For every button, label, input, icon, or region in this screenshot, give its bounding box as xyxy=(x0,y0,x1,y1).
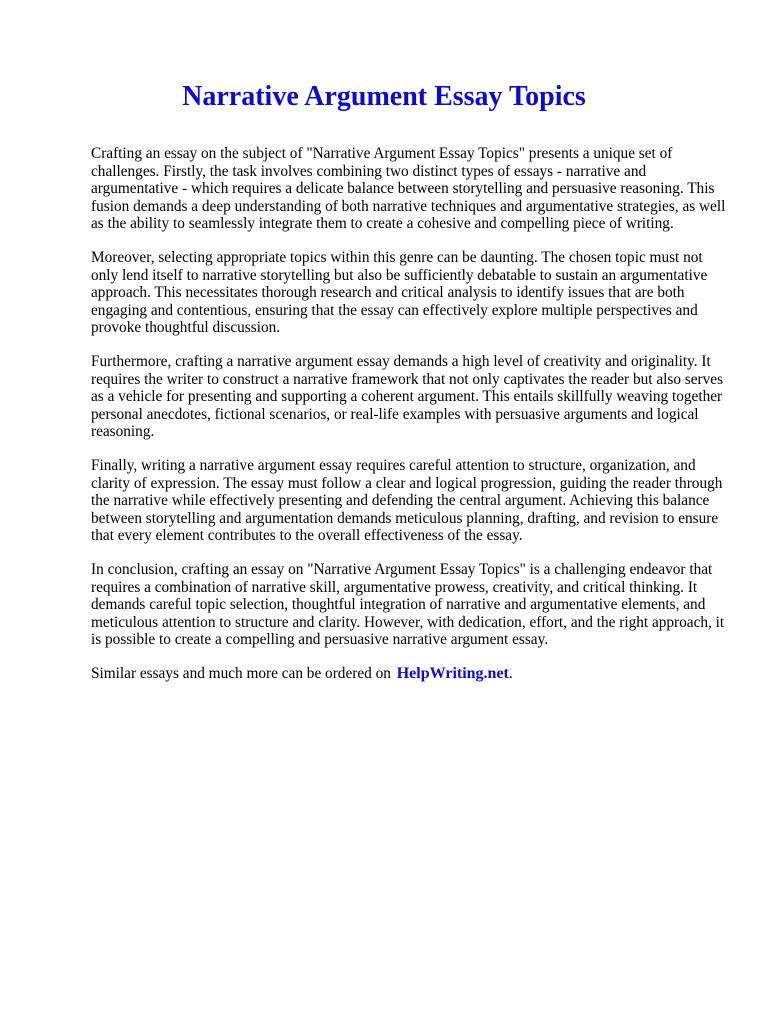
footer-text: Similar essays and much more can be ordered on xyxy=(91,665,391,682)
document-title: Narrative Argument Essay Topics xyxy=(182,81,586,112)
paragraph-topic-selection: Moreover, selecting appropriate topics within this genre can be daunting. The chosen topic must not only lend itself to narrative storytelling but also be sufficiently debatable to sustain an argumentative approach. This necessitates thorough research and critical analysis to identify issues that are both engaging and contentious, ensuring that the essay can effectively explore multiple perspectives and provoke thoughtful discussion. xyxy=(91,249,708,336)
paragraph-creativity: Furthermore, crafting a narrative argument essay demands a high level of creativity and originality. It requires the writer to construct a narrative framework that not only captivates the reader but also serves as a vehicle for presenting and supporting a coherent argument. This entails skillfully weaving together personal anecdotes, fictional scenarios, or real-life examples with persuasive arguments and logical reasoning. xyxy=(91,353,724,440)
helpwriting-link[interactable]: HelpWriting.net xyxy=(396,665,509,682)
footer-line xyxy=(91,665,731,683)
paragraph-intro: Crafting an essay on the subject of "Narrative Argument Essay Topics" presents a unique set of challenges. Firstly, the task involves combining two distinct types of essays - narrative and argumentative - which requires a delicate balance between storytelling and persuasive reasoning. This fusion demands a deep understanding of both narrative techniques and argumentative strategies, as well as the ability to seamlessly integrate them to create a cohesive and compelling piece of writing. xyxy=(91,145,726,232)
footer-trailing: . xyxy=(508,665,513,682)
paragraph-conclusion: In conclusion, crafting an essay on "Narrative Argument Essay Topics" is a challenging endeavor that requires a combination of narrative skill, argumentative prowess, creativity, and critical thinking. It demands careful topic selection, thoughtful integration of narrative and argumentative elements, and meticulous attention to structure and clarity. However, with dedication, effort, and the right approach, it is possible to create a compelling and persuasive narrative argument essay. xyxy=(91,561,725,648)
document-body xyxy=(91,145,731,683)
paragraph-structure: Finally, writing a narrative argument essay requires careful attention to structure, organization, and clarity of expression. The essay must follow a clear and logical progression, guiding the reader through the narrative while effectively presenting and defending the central argument. Achieving this balance between storytelling and argumentation demands meticulous planning, drafting, and revision to ensure that every element contributes to the overall effectiveness of the essay. xyxy=(91,457,723,544)
